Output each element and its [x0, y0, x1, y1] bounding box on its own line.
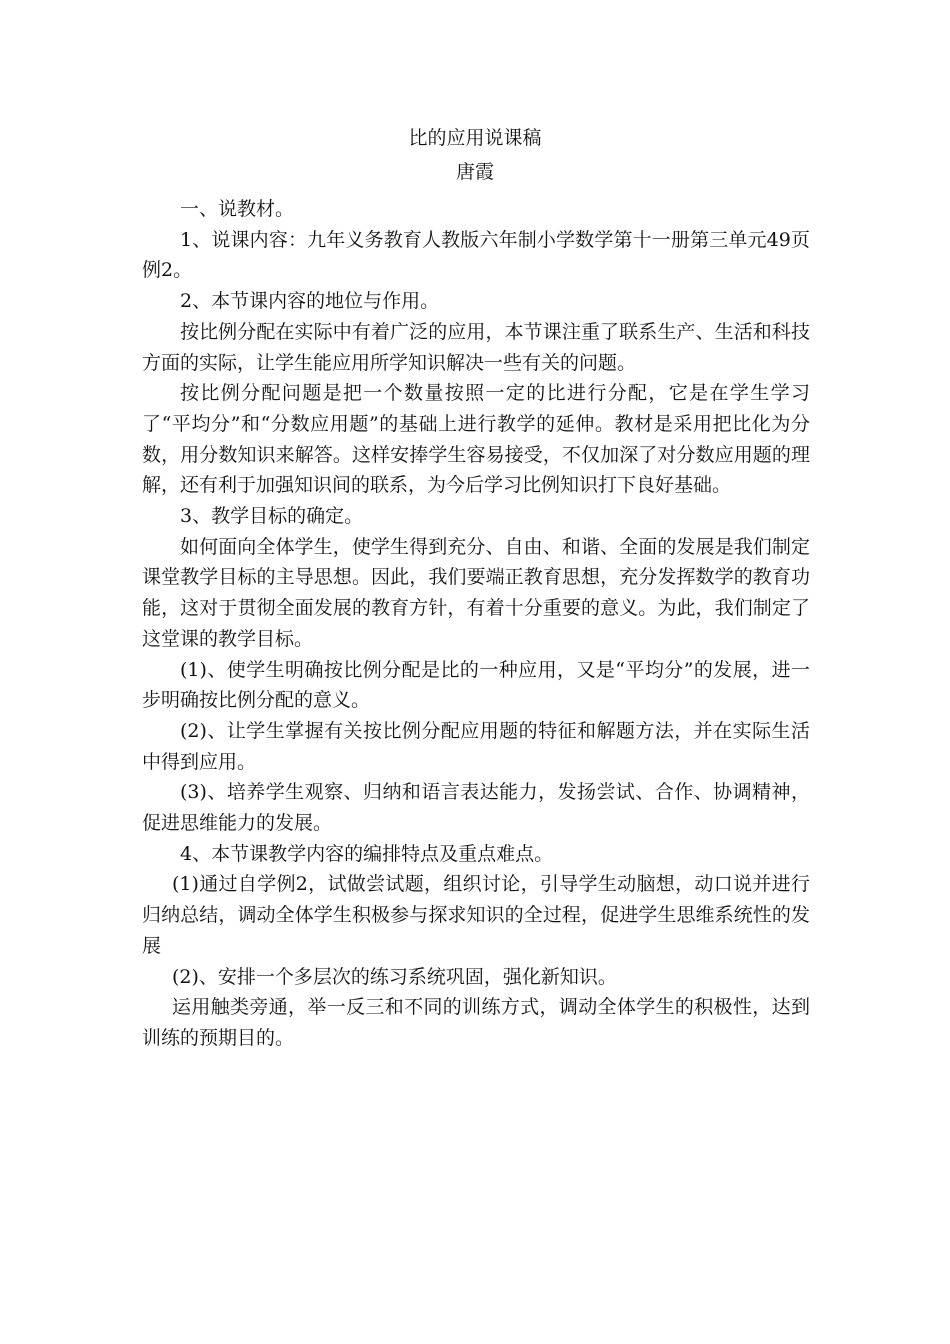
list-item: (2)、让学生掌握有关按比例分配应用题的特征和解题方法，并在实际生活中得到应用。	[142, 719, 810, 773]
paragraph: 按比例分配在实际中有着广泛的应用，本节课注重了联系生产、生活和科技方面的实际，让学生能应用所学知识解决一些有关的问题。	[142, 320, 810, 374]
paragraph: 按比例分配问题是把一个数量按照一定的比进行分配，它是在学生学习了“平均分”和“分数应用题”的基础上进行教学的延伸。教材是采用把比化为分数，用分数知识来解答。这样安捧学生容易接受，不仅加深了对分数应用题的理解，还有利于加强知识间的联系，为今后学习比例知识打下良好基础。	[142, 382, 810, 497]
paragraph: 4、本节课教学内容的编排特点及重点难点。	[180, 842, 554, 865]
list-item: (3)、培养学生观察、归纳和语言表达能力，发扬尝试、合作、协调精神，促进思维能力的发展。	[142, 781, 810, 835]
paragraph: 3、教学目标的确定。	[180, 505, 364, 528]
document-title: 比的应用说课稿	[408, 127, 542, 149]
document-author: 唐霞	[455, 161, 494, 183]
paragraph: 2、本节课内容的地位与作用。	[180, 290, 440, 313]
section-heading: 一、说教材。	[180, 198, 295, 220]
paragraph: 运用触类旁通，举一反三和不同的训练方式，调动全体学生的积极性，达到训练的预期目的。	[142, 996, 810, 1049]
list-item: (1)通过自学例2，试做尝试题，组织讨论，引导学生动脑想，动口说并进行归纳总结，调动全体学生积极参与探求知识的全过程，促进学生思维系统性的发展	[142, 873, 810, 957]
list-item: (2)、安排一个多层次的练习系统巩固，强化新知识。	[172, 965, 617, 988]
paragraph: 1、说课内容：九年义务教育人教版六年制小学数学第十一册第三单元49页例2。	[142, 228, 810, 282]
list-item: (1)、使学生明确按比例分配是比的一种应用，又是“平均分”的发展，进一步明确按比例分配的意义。	[142, 658, 810, 712]
paragraph: 如何面向全体学生，使学生得到充分、自由、和谐、全面的发展是我们制定课堂教学目标的主导思想。因此，我们要端正教育思想，充分发挥数学的教育功能，这对于贯彻全面发展的教育方针，有着十分重要的意义。为此，我们制定了这堂课的教学目标。	[142, 535, 810, 650]
document-body	[142, 194, 810, 1054]
